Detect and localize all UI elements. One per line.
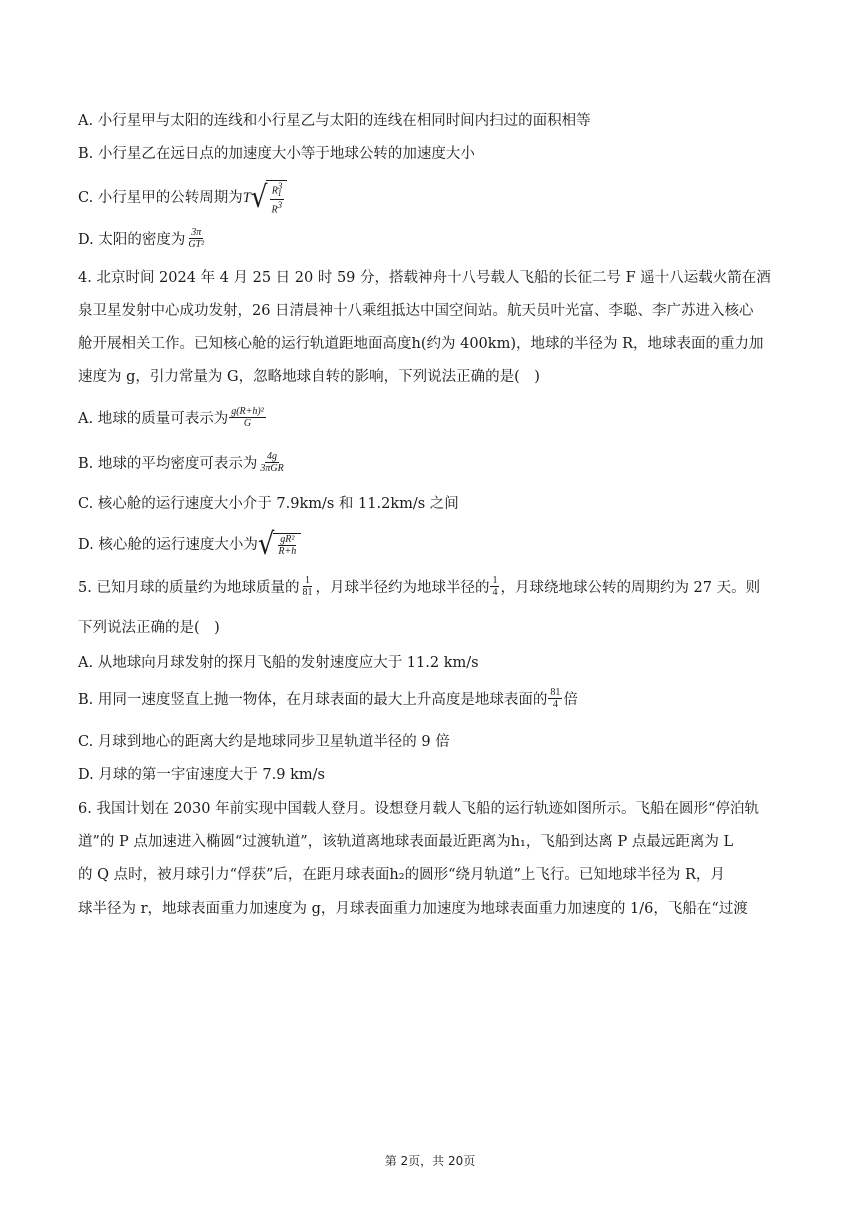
q4-stem-line-2: 泉卫星发射中心成功发射，26 日清晨神十八乘组抵达中国空间站。航天员叶光富、李聪、李广苏进入核心: [78, 303, 754, 319]
q4-option-d-sqrt: √ $\frac{\text{gR²}}{R+h}$: [258, 530, 301, 560]
q4-stem-line-1: 4. 北京时间 2024 年 4 月 25 日 20 时 59 分，搭载神舟十八号载人飞船的长征二号 F 遥十八运载火箭在酒: [78, 270, 771, 286]
q4-option-a-fraction: $\frac{\text{g(R+h)²}}{G}$: [231, 406, 264, 429]
q3-option-c-period-symbol: T: [242, 190, 251, 207]
q5-option-c: C. 月球到地心的距离大约是地球同步卫星轨道半径的 9 倍: [78, 734, 450, 750]
q4-stem-line-4: 速度为 g，引力常量为 G，忽略地球自转的影响，下列说法正确的是( ): [78, 369, 540, 385]
q6-stem-line-3: 的 Q 点时，被月球引力“俘获”后，在距月球表面h₂的圆形“绕月轨道”上飞行。已知地球半径为 R，月: [78, 867, 725, 883]
q4-option-b: [78, 452, 287, 475]
q3-option-c-text: C. 小行星甲的公转周期为: [78, 190, 243, 207]
q5-fraction-radius: $\frac{1}{4}$: [492, 575, 498, 598]
q5-stem-line-2: 下列说法正确的是( ): [78, 620, 220, 636]
q5-stem-text-a: 5. 已知月球的质量约为地球质量的: [78, 579, 300, 596]
q5-stem-text-c: ，月球绕地球公转的周期约为 27 天。则: [500, 579, 761, 596]
q5-option-a: A. 从地球向月球发射的探月飞船的发射速度应大于 11.2 km/s: [78, 655, 479, 671]
q3-option-d-text: D. 太阳的密度为: [78, 231, 186, 248]
page-footer: 第 2页，共 20页: [384, 1154, 476, 1168]
q5-stem-line-1: [78, 576, 760, 599]
q4-option-b-fraction: $\frac{4g}{\text{3πGR}}$: [260, 451, 284, 474]
q6-stem-line-1: 6. 我国计划在 2030 年前实现中国载人登月。设想登月载人飞船的运行轨迹如图所示。飞船在圆形“停泊轨: [78, 801, 759, 817]
q3-option-b: B. 小行星乙在远日点的加速度大小等于地球公转的加速度大小: [78, 146, 475, 162]
q4-stem-line-3: 舱开展相关工作。已知核心舱的运行轨道距地面高度h(约为 400km)，地球的半径为 R，地球表面的重力加: [78, 336, 764, 352]
q3-option-c-fraction: $\frac{R^3_1}{R^3}$: [271, 181, 283, 216]
q5-stem-text-b: ，月球半径约为地球半径的: [315, 579, 490, 596]
q3-option-a: A. 小行星甲与太阳的连线和小行星乙与太阳的连线在相同时间内扫过的面积相等: [78, 113, 591, 129]
q4-option-d-fraction: $\frac{\text{gR²}}{R+h}$: [278, 533, 297, 557]
q4-option-c: C. 核心舱的运行速度大小介于 7.9km/s 和 11.2km/s 之间: [78, 496, 459, 512]
q4-option-b-text: B. 地球的平均密度可表示为: [78, 455, 258, 472]
q5-option-b: [78, 688, 578, 711]
q5-option-d: D. 月球的第一宇宙速度大于 7.9 km/s: [78, 767, 325, 783]
q5-option-b-fraction: $\frac{81}{4}$: [550, 687, 561, 710]
q3-option-c-sqrt: √ $\frac{R^3_1}{R^3}$: [251, 180, 287, 217]
q5-fraction-mass: $\frac{1}{81}$: [302, 575, 313, 598]
q4-option-d: [78, 527, 301, 563]
q4-option-d-text: D. 核心舱的运行速度大小为: [78, 537, 258, 553]
q4-option-a-text: A. 地球的质量可表示为: [78, 410, 229, 427]
q4-option-a: [78, 407, 267, 430]
q5-option-b-end: 倍: [563, 691, 578, 708]
q3-option-d-fraction: $\frac{3\pi}{\text{GT²}}$: [188, 227, 205, 250]
q5-option-b-text: B. 用同一速度竖直上抛一物体，在月球表面的最大上升高度是地球表面的: [78, 691, 548, 708]
q6-stem-line-4: 球半径为 r，地球表面重力加速度为 g，月球表面重力加速度为地球表面重力加速度的 1/6，飞船在“过渡: [78, 901, 748, 917]
q3-option-c: [78, 180, 287, 217]
q6-stem-line-2: 道”的 P 点加速进入椭圆“过渡轨道”，该轨道离地球表面最近距离为h₁，飞船到达离 P 点最远距离为 L: [78, 834, 734, 850]
q3-option-d: [78, 228, 207, 251]
